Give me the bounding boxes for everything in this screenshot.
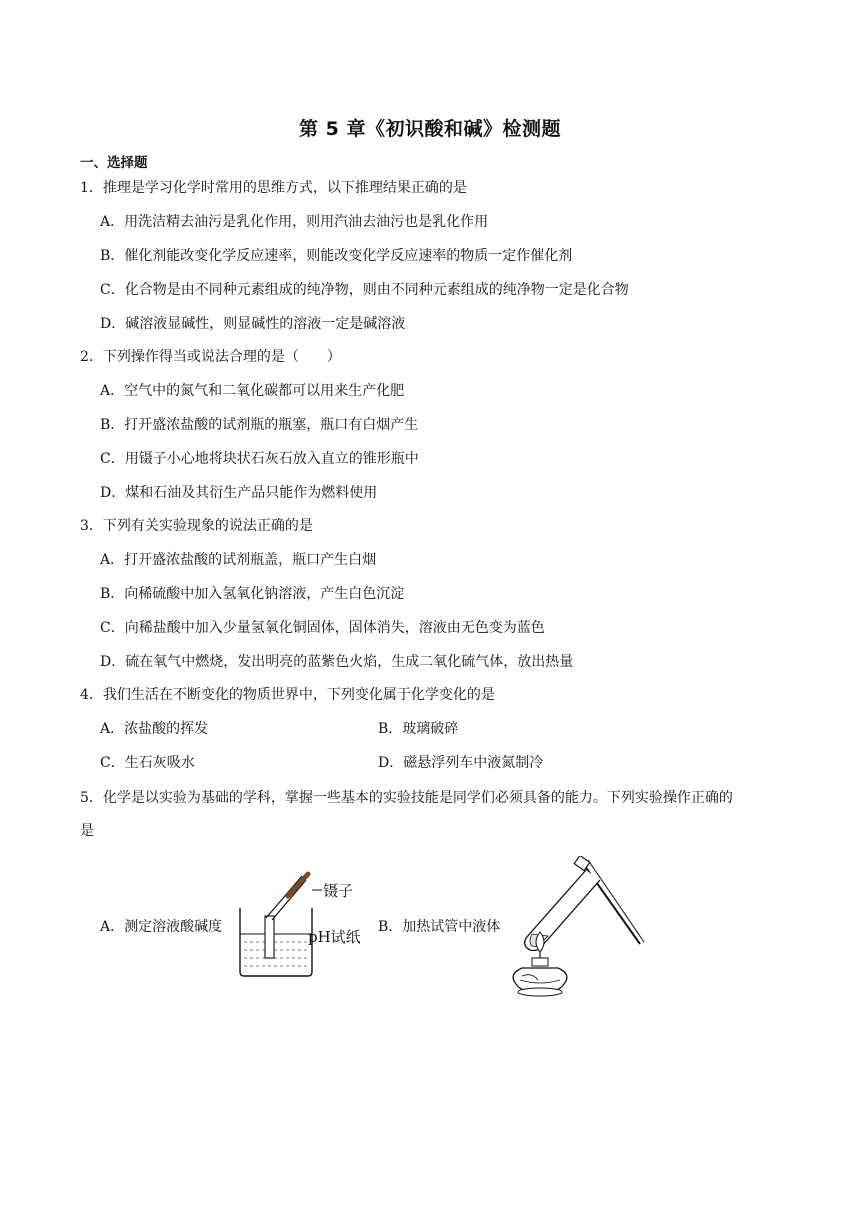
question-1-option-b: B．催化剂能改变化学反应速率，则能改变化学反应速率的物质一定作催化剂 [100, 248, 573, 264]
question-4-option-d: D．磁悬浮列车中液氮制冷 [378, 755, 544, 771]
heating-test-tube-figure [498, 856, 648, 998]
question-1-option-d: D．碱溶液显碱性，则显碱性的溶液一定是碱溶液 [100, 316, 406, 332]
question-4-option-b: B．玻璃破碎 [378, 721, 459, 737]
page-title: 第 5 章《初识酸和碱》检测题 [299, 118, 561, 140]
question-3-option-d: D．硫在氧气中燃烧，发出明亮的蓝紫色火焰，生成二氧化硫气体，放出热量 [100, 654, 574, 670]
question-3-option-b: B．向稀硫酸中加入氢氧化钠溶液，产生白色沉淀 [100, 586, 405, 602]
question-4-option-c: C．生石灰吸水 [100, 755, 195, 771]
question-4-option-a: A．浓盐酸的挥发 [100, 721, 209, 737]
question-2-option-c: C．用镊子小心地将块状石灰石放入直立的锥形瓶中 [100, 451, 419, 467]
ph-paper-label: pH试纸 [308, 928, 361, 946]
question-5-stem-line-1: 5．化学是以实验为基础的学科，掌握一些基本的实验技能是同学们必须具备的能力。下列实验操作正确的 [80, 790, 733, 806]
question-5-option-a: A．测定溶液酸碱度 [100, 919, 223, 935]
question-3-stem: 3．下列有关实验现象的说法正确的是 [80, 518, 313, 534]
question-2-stem: 2．下列操作得当或说法合理的是（ ） [80, 349, 341, 365]
question-3-option-c: C．向稀盐酸中加入少量氢氧化铜固体，固体消失，溶液由无色变为蓝色 [100, 620, 545, 636]
question-2-option-b: B．打开盛浓盐酸的试剂瓶的瓶塞，瓶口有白烟产生 [100, 417, 419, 433]
question-5-option-b: B．加热试管中液体 [378, 919, 501, 935]
question-3-option-a: A．打开盛浓盐酸的试剂瓶盖，瓶口产生白烟 [100, 552, 377, 568]
question-1-option-c: C．化合物是由不同种元素组成的纯净物，则由不同种元素组成的纯净物一定是化合物 [100, 282, 629, 298]
question-4-stem: 4．我们生活在不断变化的物质世界中，下列变化属于化学变化的是 [80, 687, 495, 703]
section-heading: 一、选择题 [80, 155, 148, 171]
ph-test-figure [230, 868, 370, 980]
question-1-stem: 1．推理是学习化学时常用的思维方式，以下推理结果正确的是 [80, 180, 467, 196]
question-5-stem-line-2: 是 [80, 823, 94, 839]
tweezers-label: 镊子 [323, 882, 354, 900]
question-2-option-a: A．空气中的氮气和二氧化碳都可以用来生产化肥 [100, 383, 405, 399]
question-2-option-d: D．煤和石油及其衍生产品只能作为燃料使用 [100, 485, 378, 501]
question-1-option-a: A．用洗洁精去油污是乳化作用，则用汽油去油污也是乳化作用 [100, 214, 489, 230]
